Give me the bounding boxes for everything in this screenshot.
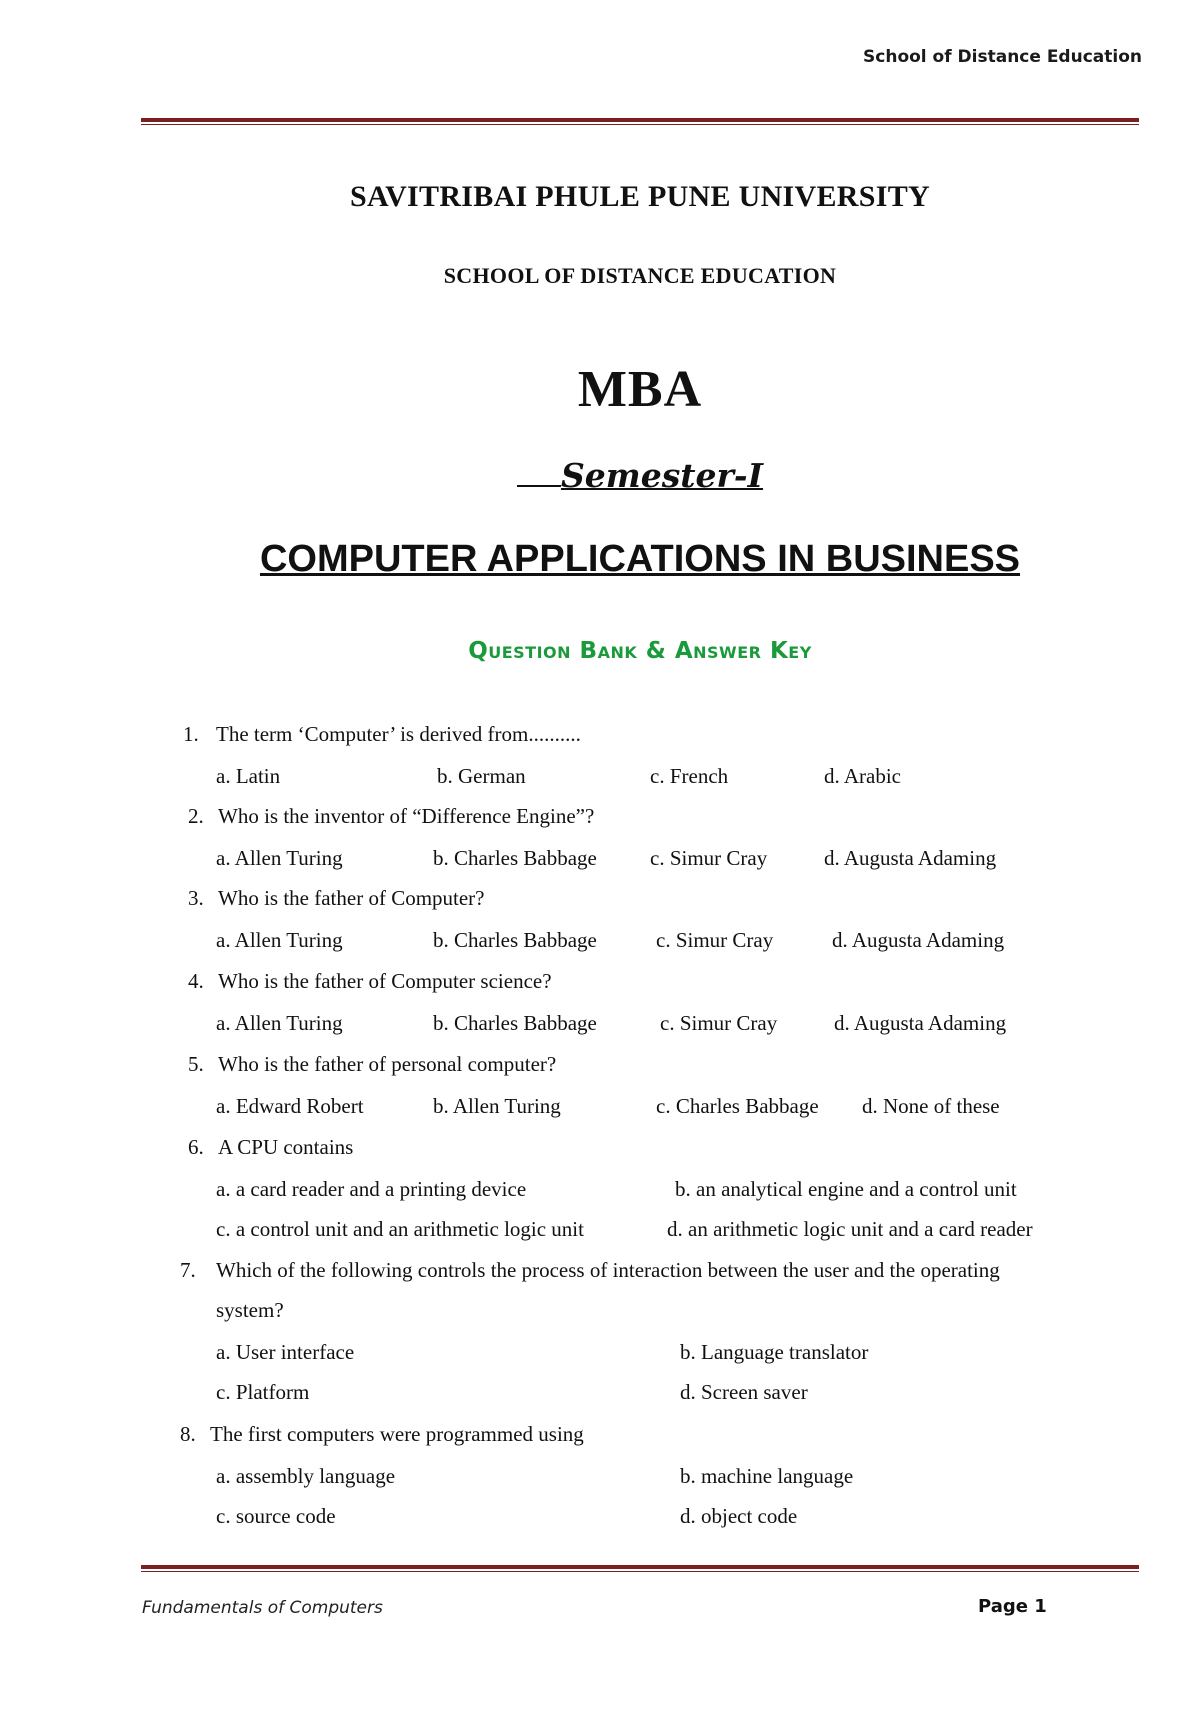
option-d: d. None of these bbox=[862, 1094, 1000, 1118]
option-c: c. Simur Cray bbox=[650, 846, 768, 870]
option-c: c. Platform bbox=[216, 1380, 310, 1404]
option-b: b. machine language bbox=[680, 1464, 854, 1488]
question-text: A CPU contains bbox=[218, 1135, 354, 1159]
page-number: Page 1 bbox=[978, 1596, 1047, 1617]
question-text: Which of the following controls the process of interaction between the user and the operating bbox=[216, 1258, 1000, 1282]
question-text: Who is the inventor of “Difference Engine”? bbox=[218, 804, 595, 828]
option-d: d. Screen saver bbox=[680, 1380, 808, 1404]
question-text: The first computers were programmed using bbox=[210, 1422, 584, 1446]
option-b: b. Allen Turing bbox=[433, 1094, 561, 1118]
subtitle: Question Bank & Answer Key bbox=[468, 638, 812, 664]
option-d: d. Augusta Adaming bbox=[832, 928, 1005, 952]
question-text: Who is the father of Computer science? bbox=[218, 969, 552, 993]
question-number: 5. bbox=[188, 1052, 204, 1076]
option-a: a. a card reader and a printing device bbox=[216, 1177, 527, 1201]
question-number: 2. bbox=[188, 804, 204, 828]
option-a: a. Edward Robert bbox=[216, 1094, 364, 1118]
header-institution: School of Distance Education bbox=[863, 47, 1142, 67]
question-number: 3. bbox=[188, 886, 204, 910]
option-c: c. Simur Cray bbox=[656, 928, 774, 952]
question-text: The term ‘Computer’ is derived from.......... bbox=[216, 722, 581, 746]
question-number: 7. bbox=[180, 1258, 196, 1282]
question-number: 8. bbox=[180, 1422, 196, 1446]
option-c: c. Simur Cray bbox=[660, 1011, 778, 1035]
option-c: c. French bbox=[650, 764, 729, 788]
program-title: MBA bbox=[577, 361, 703, 418]
course-title: COMPUTER APPLICATIONS IN BUSINESS bbox=[259, 538, 1021, 580]
option-c: c. Charles Babbage bbox=[656, 1094, 819, 1118]
option-a: a. assembly language bbox=[216, 1464, 396, 1488]
footer-rule bbox=[141, 1565, 1139, 1572]
option-b: b. Language translator bbox=[680, 1340, 869, 1364]
option-d: d. Arabic bbox=[824, 764, 901, 788]
option-d: d. Augusta Adaming bbox=[824, 846, 997, 870]
option-d: d. an arithmetic logic unit and a card reader bbox=[667, 1217, 1033, 1241]
option-b: b. Charles Babbage bbox=[433, 846, 597, 870]
option-c: c. source code bbox=[216, 1504, 336, 1528]
option-c: c. a control unit and an arithmetic logic unit bbox=[216, 1217, 584, 1241]
option-a: a. Allen Turing bbox=[216, 928, 343, 952]
question-number: 4. bbox=[188, 969, 204, 993]
question-number: 6. bbox=[188, 1135, 204, 1159]
option-b: b. Charles Babbage bbox=[433, 928, 597, 952]
option-a: a. Allen Turing bbox=[216, 846, 343, 870]
question-text: Who is the father of Computer? bbox=[218, 886, 485, 910]
option-b: b. German bbox=[437, 764, 526, 788]
option-d: d. Augusta Adaming bbox=[834, 1011, 1007, 1035]
option-a: a. Allen Turing bbox=[216, 1011, 343, 1035]
option-b: b. an analytical engine and a control unit bbox=[675, 1177, 1017, 1201]
semester-text: Semester-I bbox=[560, 456, 764, 495]
option-b: b. Charles Babbage bbox=[433, 1011, 597, 1035]
option-a: a. User interface bbox=[216, 1340, 355, 1364]
question-number: 1. bbox=[183, 722, 199, 746]
question-text: Who is the father of personal computer? bbox=[218, 1052, 557, 1076]
question-text-continued: system? bbox=[216, 1298, 284, 1322]
footer-book-title: Fundamentals of Computers bbox=[142, 1598, 383, 1618]
option-d: d. object code bbox=[680, 1504, 798, 1528]
school-title: SCHOOL OF DISTANCE EDUCATION bbox=[443, 263, 837, 288]
university-title: SAVITRIBAI PHULE PUNE UNIVERSITY bbox=[349, 180, 930, 213]
option-a: a. Latin bbox=[216, 764, 281, 788]
